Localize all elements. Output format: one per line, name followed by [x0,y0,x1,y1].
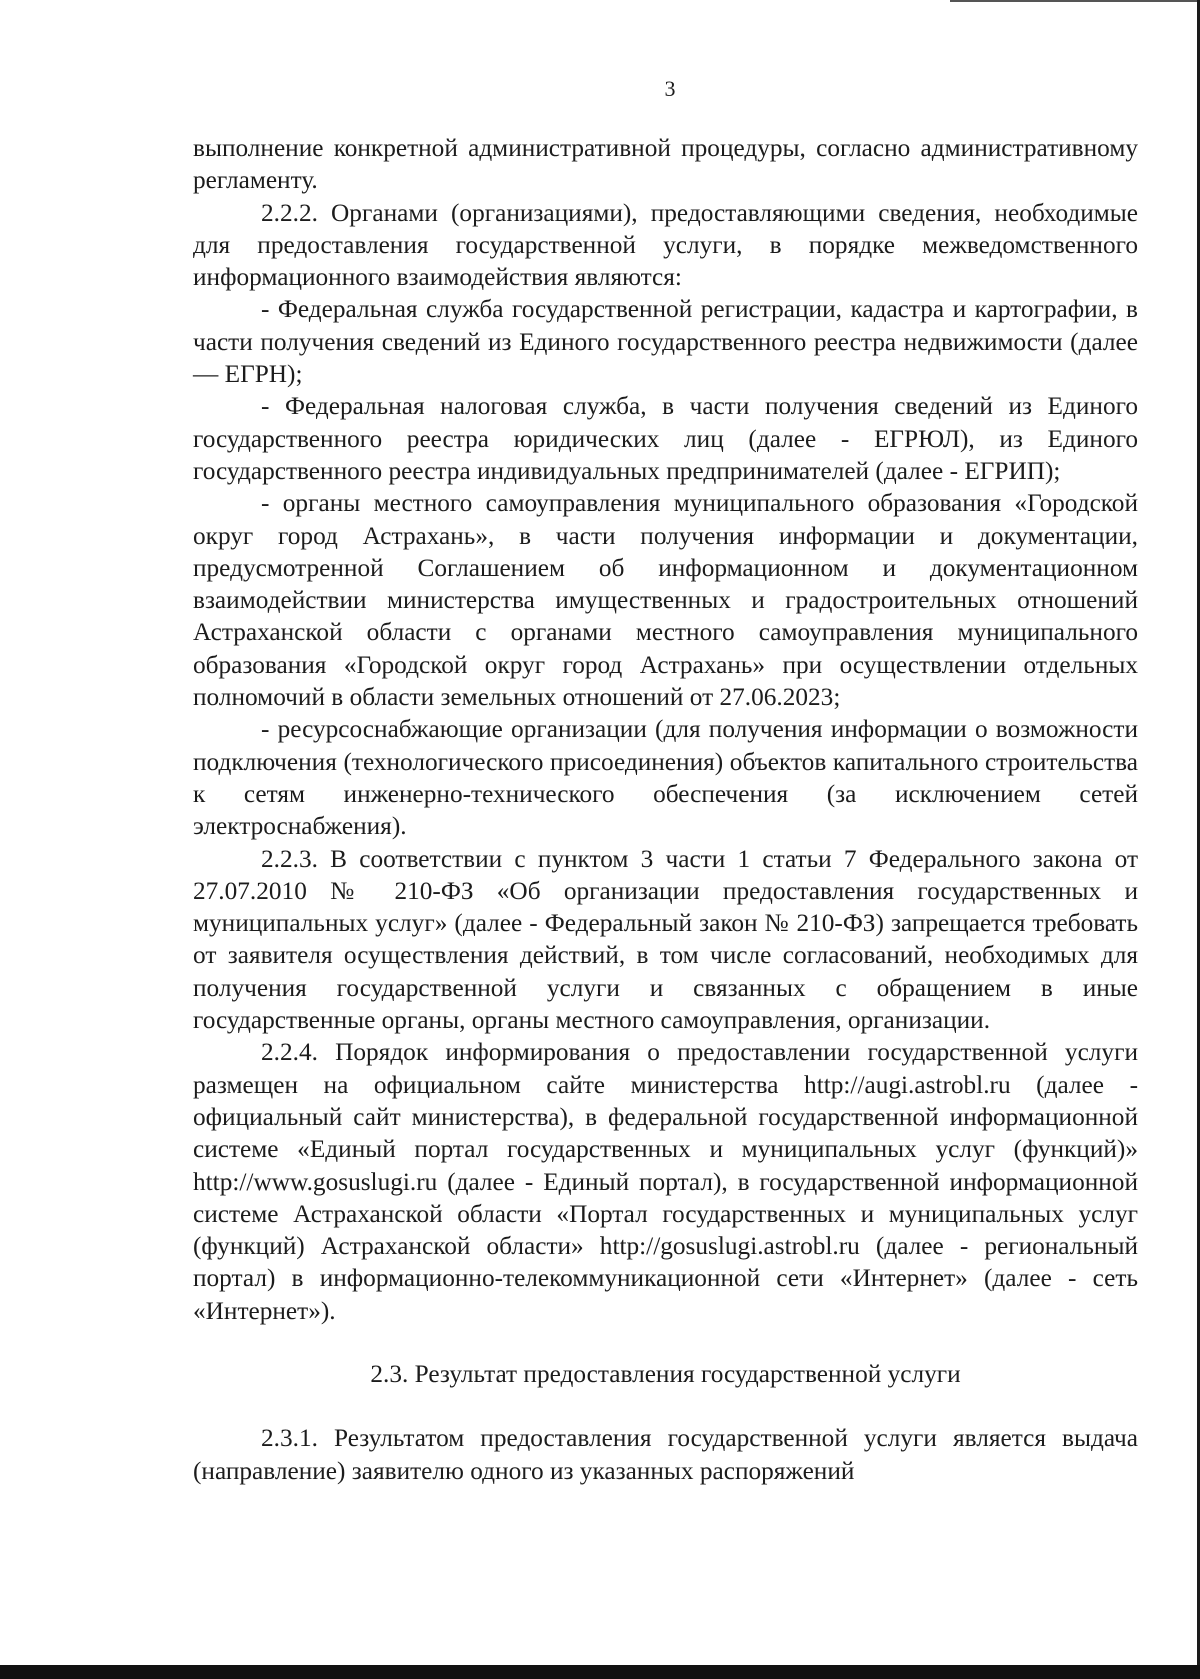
list-item-tax-service: - Федеральная налоговая служба, в части получения сведений из Единого государственного реестра юридических лиц (далее - ЕГРЮЛ), из Единого государственного реестра индивидуальных предпринимателей (далее - ЕГРИП); [193,392,1138,485]
paragraph-continuation: выполнение конкретной административной процедуры, согласно административному регламенту. [193,134,1138,195]
scan-bottom-edge [0,1665,1200,1679]
scan-top-edge-line [950,0,1200,2]
paragraph-2-2-4: 2.2.4. Порядок информирования о предоставлении государственной услуги размещен на официальном сайте министерства http://augi.astrobl.ru (далее - официальный сайт министерства), в федеральной государственной информационной системе «Единый портал государственных и муниципальных услуг (функций)» http://www.gosuslugi.ru (далее - Единый портал), в государственной информационной системе Астраханской области «Портал государственных и муниципальных услуг (функций) Астраханской области» http://gosuslugi.astrobl.ru (далее - региональный портал) в информационно-телекоммуникационной сети «Интернет» (далее - сеть «Интернет»). [193,1038,1138,1325]
paragraph-2-2-2: 2.2.2. Органами (организациями), предоставляющими сведения, необходимые для предоставления государственной услуги, в порядке межведомственного информационного взаимодействия являются: [193,198,1138,292]
document-body [193,132,1138,1487]
list-item-resource-organizations: - ресурсоснабжающие организации (для получения информации о возможности подключения (технологического присоединения) объектов капитального строительства к сетям инженерно-технического обеспечения (за исключением сетей электроснабжения). [193,715,1138,841]
section-heading-2-3: 2.3. Результат предоставления государственной услуги [370,1359,961,1388]
page-number: 3 [664,76,676,101]
list-item-rosreestr: - Федеральная служба государственной регистрации, кадастра и картографии, в части получения сведений из Единого государственного реестра недвижимости (далее — ЕГРН); [193,295,1138,389]
paragraph-2-3-1: 2.3.1. Результатом предоставления государственной услуги является выдача (направление) заявителю одного из указанных распоряжений [193,1424,1138,1485]
paragraph-2-2-3: 2.2.3. В соответствии с пунктом 3 части 1 статьи 7 Федерального закона от 27.07.2010 № 210-ФЗ «Об организации предоставления государственных и муниципальных услуг» (далее - Федеральный закон № 210-ФЗ) запрещается требовать от заявителя осуществления действий, в том числе согласований, необходимых для получения государственной услуги и связанных с обращением в иные государственные органы, органы местного самоуправления, организации. [193,844,1138,1035]
list-item-local-government: - органы местного самоуправления муниципального образования «Городской округ город Астрахань», в части получения информации и документации, предусмотренной Соглашением об информационном и документационном взаимодействии министерства имущественных и градостроительных отношений Астраханской области с органами местного самоуправления муниципального образования «Городской округ город Астрахань» при осуществлении отдельных полномочий в области земельных отношений от 27.06.2023; [193,489,1138,712]
